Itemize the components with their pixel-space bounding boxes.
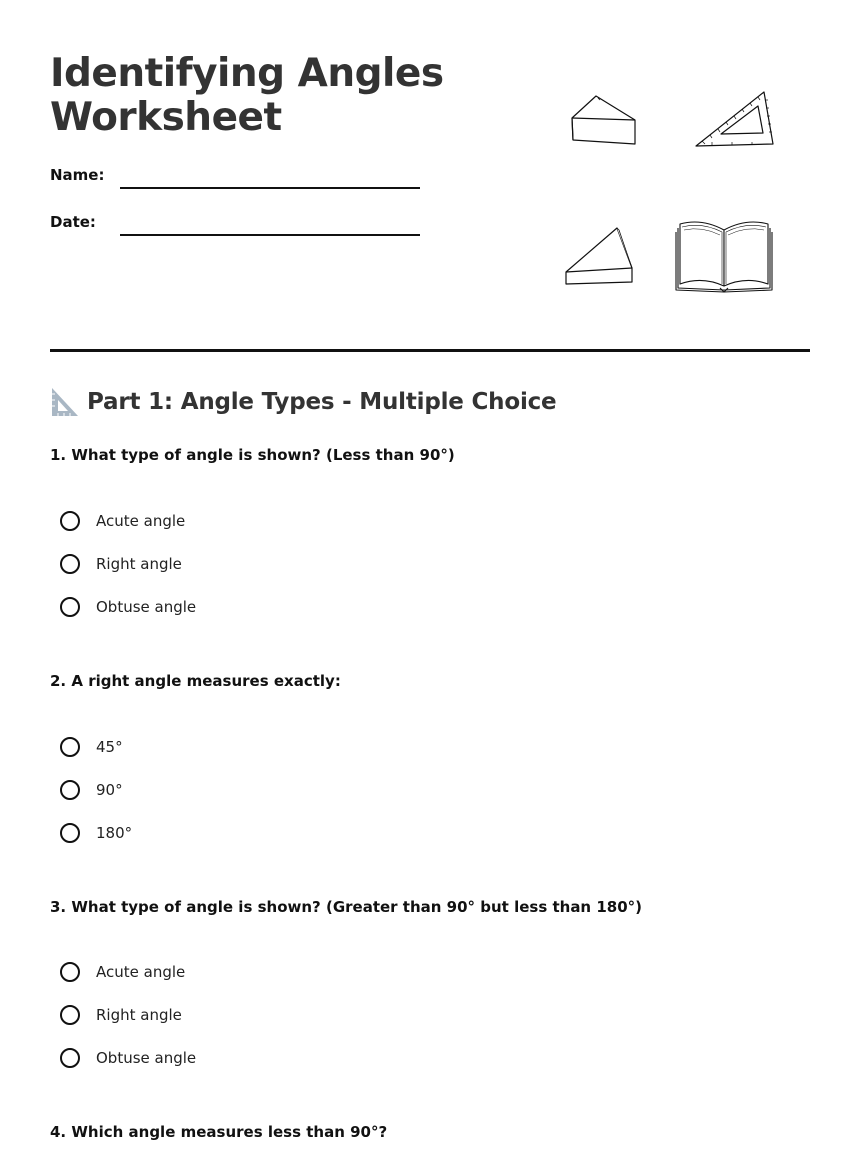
q2-option-45[interactable] [60, 737, 123, 757]
q1-option-right[interactable] [60, 554, 182, 574]
cheese-wedge-icon [568, 92, 640, 148]
triangle-block-icon [562, 224, 638, 290]
q1-option-obtuse[interactable] [60, 597, 196, 617]
title-line-1: Identifying Angles [50, 51, 444, 96]
radio-button[interactable] [60, 1005, 80, 1025]
worksheet-title [50, 52, 444, 140]
q2-option-180[interactable] [60, 823, 132, 843]
option-label: Obtuse angle [96, 1049, 197, 1067]
radio-button[interactable] [60, 780, 80, 800]
open-book-icon [672, 218, 776, 294]
question-1: 1. What type of angle is shown? (Less than 90°) [50, 446, 455, 464]
question-3: 3. What type of angle is shown? (Greater than 90° but less than 180°) [50, 898, 643, 916]
radio-button[interactable] [60, 962, 80, 982]
option-label: Acute angle [96, 963, 186, 981]
option-label: 45° [96, 738, 123, 756]
q2-option-90[interactable] [60, 780, 123, 800]
date-label: Date: [50, 213, 96, 231]
q1-option-acute[interactable] [60, 511, 185, 531]
radio-button[interactable] [60, 737, 80, 757]
radio-button[interactable] [60, 823, 80, 843]
date-field[interactable] [120, 234, 420, 236]
name-field[interactable] [120, 187, 420, 189]
q3-option-obtuse[interactable] [60, 1048, 196, 1068]
option-label: Obtuse angle [96, 598, 197, 616]
option-label: Acute angle [96, 512, 186, 530]
name-label: Name: [50, 166, 105, 184]
header-divider [50, 349, 810, 352]
option-label: Right angle [96, 1006, 182, 1024]
title-line-2: Worksheet [50, 95, 282, 140]
q3-option-acute[interactable] [60, 962, 185, 982]
question-4: 4. Which angle measures less than 90°? [50, 1123, 388, 1141]
option-label: 180° [96, 824, 133, 842]
part1-header [50, 386, 556, 418]
set-square-ruler-icon [692, 88, 778, 150]
q3-option-right[interactable] [60, 1005, 182, 1025]
question-2: 2. A right angle measures exactly: [50, 672, 341, 690]
option-label: Right angle [96, 555, 182, 573]
set-square-icon [50, 386, 80, 418]
option-label: 90° [96, 781, 123, 799]
radio-button[interactable] [60, 511, 80, 531]
part1-title: Part 1: Angle Types - Multiple Choice [87, 389, 557, 415]
radio-button[interactable] [60, 1048, 80, 1068]
radio-button[interactable] [60, 597, 80, 617]
radio-button[interactable] [60, 554, 80, 574]
